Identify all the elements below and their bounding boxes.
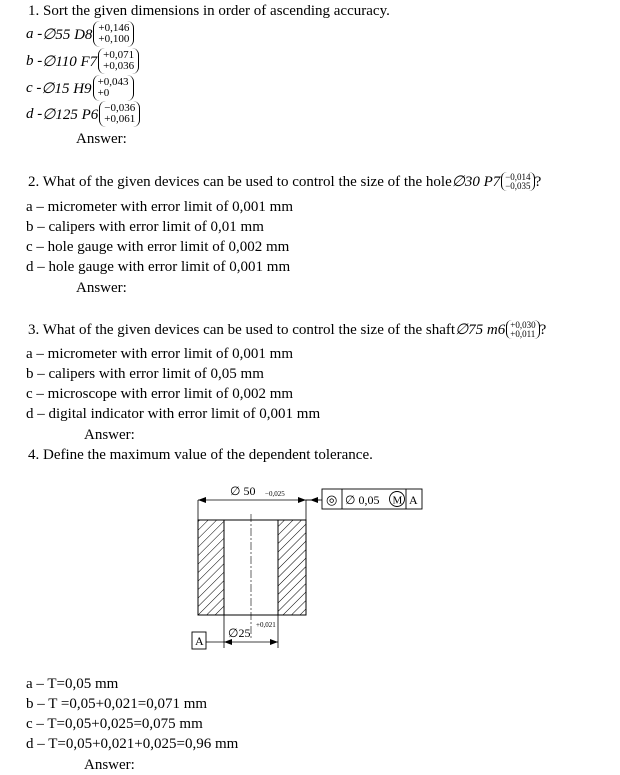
q3-title: 3. What of the given devices can be used to control the size of the shaft — [28, 321, 456, 338]
q1-a-label: a - — [26, 25, 43, 42]
q2-upper: −0,014 — [505, 171, 531, 182]
q1-d-size: ∅125 P6 — [42, 106, 99, 123]
q1-a-upper: +0,146 — [98, 22, 130, 34]
bushing-drawing — [180, 480, 430, 656]
inner-dim-text: ∅25 — [228, 626, 251, 640]
q1-b-size: ∅110 F7 — [42, 53, 98, 70]
q1-c-tolerance — [93, 75, 134, 101]
leader-arrow — [310, 497, 318, 503]
q1-title: 1. Sort the given dimensions in order of ascending accuracy. — [28, 3, 390, 19]
q1-d-upper: −0,036 — [104, 102, 136, 114]
q3-option-d: d – digital indicator with error limit of 0,001 mm — [26, 406, 321, 422]
q2-lower: −0,035 — [505, 180, 531, 191]
q3-option-a: a – micrometer with error limit of 0,001 mm — [26, 346, 294, 362]
q1-option-c — [26, 75, 134, 101]
fcf-modifier: M — [392, 494, 403, 507]
fcf-value: ∅ 0,05 — [345, 493, 380, 507]
q1-b-upper: +0,071 — [103, 49, 135, 61]
q1-answer: Answer: — [76, 131, 127, 147]
q3-answer: Answer: — [84, 427, 135, 443]
q4-option-b: b – T =0,05+0,021=0,071 mm — [26, 696, 208, 712]
q2-option-a: a – micrometer with error limit of 0,001 mm — [26, 199, 294, 215]
q4-title: 4. Define the maximum value of the dependent tolerance. — [28, 447, 373, 463]
q3-option-c: c – microscope with error limit of 0,002 mm — [26, 386, 294, 402]
q1-a-size: ∅55 D8 — [42, 26, 93, 43]
q4-option-d: d – T=0,05+0,021+0,025=0,96 mm — [26, 736, 239, 752]
q3-dim: ∅75 m6 — [455, 321, 506, 338]
fcf-datum: A — [409, 493, 418, 507]
q1-c-upper: +0,043 — [97, 76, 129, 88]
q2-end: ? — [534, 173, 542, 190]
q1-option-d — [26, 101, 140, 127]
inner-dim-tol: +0,021 — [256, 621, 276, 629]
q3-title-row — [28, 320, 546, 339]
q4-option-c: c – T=0,05+0,025=0,075 mm — [26, 716, 203, 732]
q2-title-row — [28, 172, 541, 191]
q1-c-size: ∅15 H9 — [41, 80, 92, 97]
q2-answer: Answer: — [76, 280, 127, 296]
q2-tolerance — [501, 172, 534, 191]
q1-d-lower: +0,061 — [104, 113, 136, 125]
q2-title: 2. What of the given devices can be used to control the size of the hole — [28, 173, 452, 190]
q2-option-c: c – hole gauge with error limit of 0,002 mm — [26, 239, 290, 255]
q4-answer: Answer: — [84, 757, 135, 773]
q3-upper: +0,030 — [510, 319, 536, 330]
outer-dim-tol: −0,025 — [265, 490, 285, 498]
q3-tolerance — [506, 320, 539, 339]
outer-arrow-left — [198, 497, 206, 503]
q1-d-label: d - — [26, 105, 43, 122]
q1-b-tolerance — [98, 48, 139, 74]
q1-a-lower: +0,100 — [98, 33, 130, 45]
q1-c-lower: +0 — [97, 87, 110, 99]
q2-dim: ∅30 P7 — [451, 173, 501, 190]
concentricity-icon: ◎ — [326, 493, 338, 508]
section-right-wall — [278, 520, 306, 615]
q1-b-lower: +0,036 — [103, 60, 135, 72]
q3-lower: +0,011 — [510, 328, 536, 339]
datum-label: A — [195, 634, 204, 648]
q1-d-tolerance — [99, 101, 140, 127]
q3-option-b: b – calipers with error limit of 0,05 mm — [26, 366, 264, 382]
q1-option-b — [26, 48, 139, 74]
q3-end: ? — [539, 321, 547, 338]
outer-arrow-right — [298, 497, 306, 503]
inner-arrow-right — [270, 639, 278, 645]
q1-c-label: c - — [26, 79, 42, 96]
q1-a-tolerance — [93, 21, 134, 47]
q1-option-a — [26, 21, 134, 47]
q1-b-label: b - — [26, 52, 43, 69]
q4-option-a: a – T=0,05 mm — [26, 676, 119, 692]
q2-option-b: b – calipers with error limit of 0,01 mm — [26, 219, 264, 235]
q2-option-d: d – hole gauge with error limit of 0,001 mm — [26, 259, 291, 275]
section-left-wall — [198, 520, 224, 615]
outer-dim-text: ∅ 50 — [230, 484, 256, 498]
